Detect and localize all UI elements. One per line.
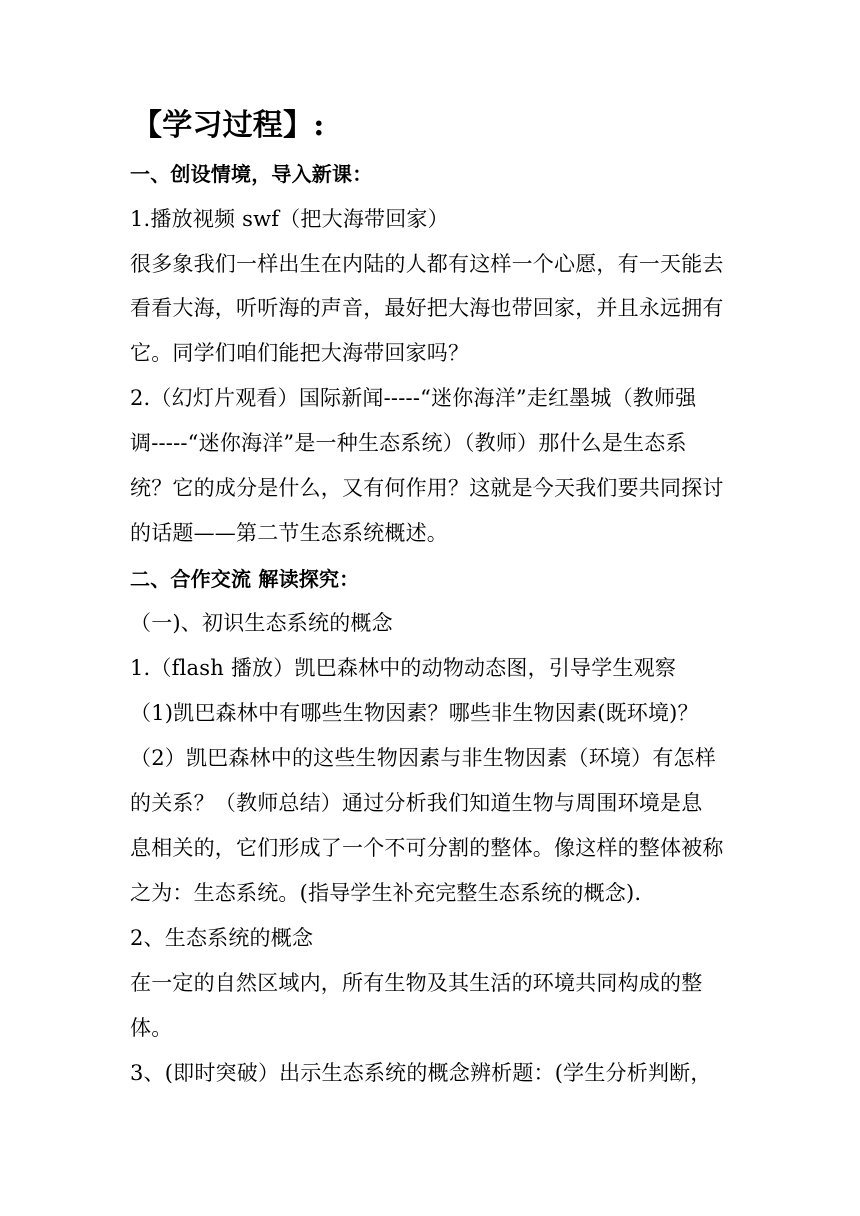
page-title: 【学习过程】: <box>132 108 325 143</box>
text-line: 在一定的自然区域内，所有生物及其生活的环境共同构成的整 <box>130 971 703 995</box>
section-heading-2: 二、合作交流 解读探究： <box>130 567 360 591</box>
text-line: 1.播放视频 swf（把大海带回家） <box>130 207 449 231</box>
text-line: 看看大海，听听海的声音，最好把大海也带回家，并且永远拥有 <box>130 296 724 320</box>
text-line: 2、生态系统的概念 <box>130 926 314 950</box>
text-line: （一)、初识生态系统的概念 <box>130 611 393 635</box>
text-line: 它。同学们咱们能把大海带回家吗？ <box>130 341 470 365</box>
text-line: 统？它的成分是什么，又有何作用？这就是今天我们要共同探讨 <box>130 476 724 500</box>
text-line: 3、(即时突破）出示生态系统的概念辨析题：(学生分析判断， <box>130 1061 712 1085</box>
text-line: 的话题——第二节生态系统概述。 <box>130 521 448 545</box>
text-line: 调-----“迷你海洋”是一种生态系统）（教师）那什么是生态系 <box>130 431 687 455</box>
text-line: （2）凯巴森林中的这些生物因素与非生物因素（环境）有怎样 <box>130 746 716 770</box>
section-heading-1: 一、创设情境，导入新课： <box>130 162 373 186</box>
text-line: （1)凯巴森林中有哪些生物因素？哪些非生物因素(既环境)？ <box>130 701 699 725</box>
text-line: 很多象我们一样出生在内陆的人都有这样一个心愿，有一天能去 <box>130 252 724 276</box>
text-line: 2.（幻灯片观看）国际新闻-----“迷你海洋”走红墨城（教师强 <box>130 386 697 410</box>
text-line: 息相关的，它们形成了一个不可分割的整体。像这样的整体被称 <box>130 836 724 860</box>
text-line: 之为：生态系统。(指导学生补充完整生态系统的概念). <box>130 881 642 905</box>
text-line: 的关系？（教师总结）通过分析我们知道生物与周围环境是息 <box>130 791 703 815</box>
text-line: 1.（flash 播放）凯巴森林中的动物动态图，引导学生观察 <box>130 656 677 680</box>
text-line: 体。 <box>130 1016 173 1040</box>
